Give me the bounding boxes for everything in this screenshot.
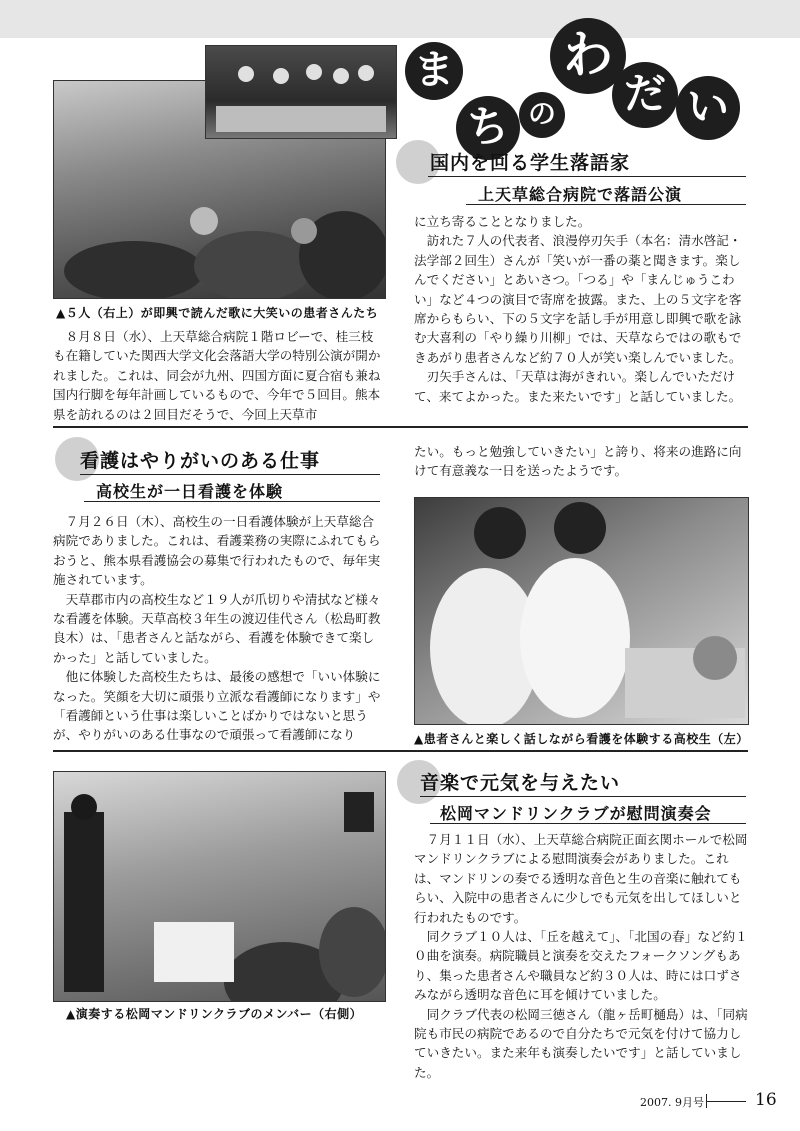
section-divider [53,426,748,428]
article1-paragraph: ８月８日（水）、上天草総合病院１階ロビーで、桂三枝も在籍していた関西大学文化会落語大学の特別公演が開かれました。これは、同会が九州、四国方面に夏合宿も兼ね国内行脚を毎年計画しているもので、今年で５回目。熊本県を訪れるのは２回目だそうで、今回上天草市 [53,329,381,422]
section-divider [53,750,748,752]
article2-headline: 看護はやりがいのある仕事 [80,450,321,472]
article1-subheadline: 上天草総合病院で落語公演 [478,185,683,204]
masthead-char-da: だ [612,62,678,128]
article3-paragraph: 同クラブ代表の松岡三徳さん（龍ヶ岳町樋島）は、「同病院も市民の病院であるので自分たちで元気を付けて協力していきたい。また来年も演奏したいです」と話していました。 [414,1006,748,1080]
article3-subheadline: 松岡マンドリンクラブが慰問演奏会 [440,804,712,823]
article1-caption: ▲５人（右上）が即興で読んだ歌に大笑いの患者さんたち [56,306,379,320]
performers-figures [206,46,396,138]
article1-sub-underline [466,204,746,205]
article3-underline [420,796,746,797]
article3-body [414,830,748,1082]
mandolin-concert-photo [53,771,386,1002]
masthead-char-chi: ち [456,96,520,160]
masthead-char-i: い [676,76,740,140]
top-band [0,0,800,38]
article2-paragraph: 他に体験した高校生たちは、最後の感想で「いい体験になった。笑顔を大切に頑張り立派な看護師になります」や「看護師という仕事は楽しいことばかりではないと思うが、やりがいのある仕事なので頑張って看護師になり [53,669,381,743]
article1-paragraph: 訪れた７人の代表者、浪漫停刃矢手（本名：清水啓記・法学部２回生）さんが「笑いが一番の薬と聞きます。楽しんでください」とあいさつ。「つる」や「まんじゅうこわい」など４つの演目で寄席を披露。また、上の５文字を客席からもらい、下の５文字を話し手が用意し即興で歌を詠む大喜利の「やり繰り川柳」では、天草ならではの歌もできあがり患者さんなど約７０人が笑い楽しんでいました。 [414,233,742,365]
article3-paragraph: 同クラブ１０人は、「丘を越えて」、「北国の春」など約１０曲を演奏。病院職員と演奏を交えたフォークソングもあり、集った患者さんや職員など約３０人は、時には口ずさみながら透明な音色に耳を傾けていました。 [414,929,748,1003]
masthead-char-no: の [519,92,565,138]
article2-body-right [414,442,748,481]
article1-underline [428,176,746,177]
masthead-char-wa: わ [550,18,626,94]
article1-headline: 国内を回る学生落語家 [430,152,631,174]
article2-paragraph-continued: たい。もっと勉強していきたい」と誇り、将来の進路に向けて有意義な一日を送ったようです。 [414,444,742,479]
article1-paragraph-continued: に立ち寄ることとなりました。 [414,214,591,229]
issue-date: 2007. 9月号 [640,1096,704,1109]
article2-caption: ▲患者さんと楽しく話しながら看護を体験する高校生（左） [414,732,749,746]
article1-body-left [53,327,384,424]
rakugo-performers-photo [205,45,397,139]
article2-paragraph: ７月２６日（木）、高校生の一日看護体験が上天草総合病院でありました。これは、看護業務の実際にふれてもらおうと、熊本県看護協会の募集で行われたもので、毎年実施されています。 [53,514,381,588]
article2-underline [80,474,380,475]
footer-rule-tick [706,1094,707,1108]
article3-headline: 音楽で元気を与えたい [420,772,621,794]
nursing-figures [415,498,748,724]
article2-paragraph: 天草郡市内の高校生など１９人が爪切りや清拭など様々な看護を体験。天草高校３年生の渡辺佳代さん（松島町教良木）は、「患者さんと話ながら、看護を体験できて楽しかった」と話していました。 [53,591,381,665]
nursing-experience-photo [414,497,749,725]
page-number: 16 [755,1090,777,1110]
article1-body-right [414,212,748,406]
article3-caption: ▲演奏する松岡マンドリンクラブのメンバー（右側） [66,1007,363,1021]
article2-body-left [53,512,384,745]
article2-subheadline: 高校生が一日看護を体験 [96,482,284,501]
article3-sub-underline [430,823,746,824]
masthead-char-ma: ま [405,42,463,100]
concert-figures [54,772,385,1001]
article3-paragraph: ７月１１日（水）、上天草総合病院正面玄関ホールで松岡マンドリンクラブによる慰問演奏会がありました。これは、マンドリンの奏でる透明な音色と生の音楽に触れてもらい、入院中の患者さんに少しでも元気を出してほしいと行われたものです。 [414,832,748,925]
article2-sub-underline [84,501,380,502]
footer-rule [706,1101,746,1102]
article1-paragraph: 刃矢手さんは、「天草は海がきれい。楽しんでいただけて、来てよかった。また来たいです」と話していました。 [414,369,742,404]
